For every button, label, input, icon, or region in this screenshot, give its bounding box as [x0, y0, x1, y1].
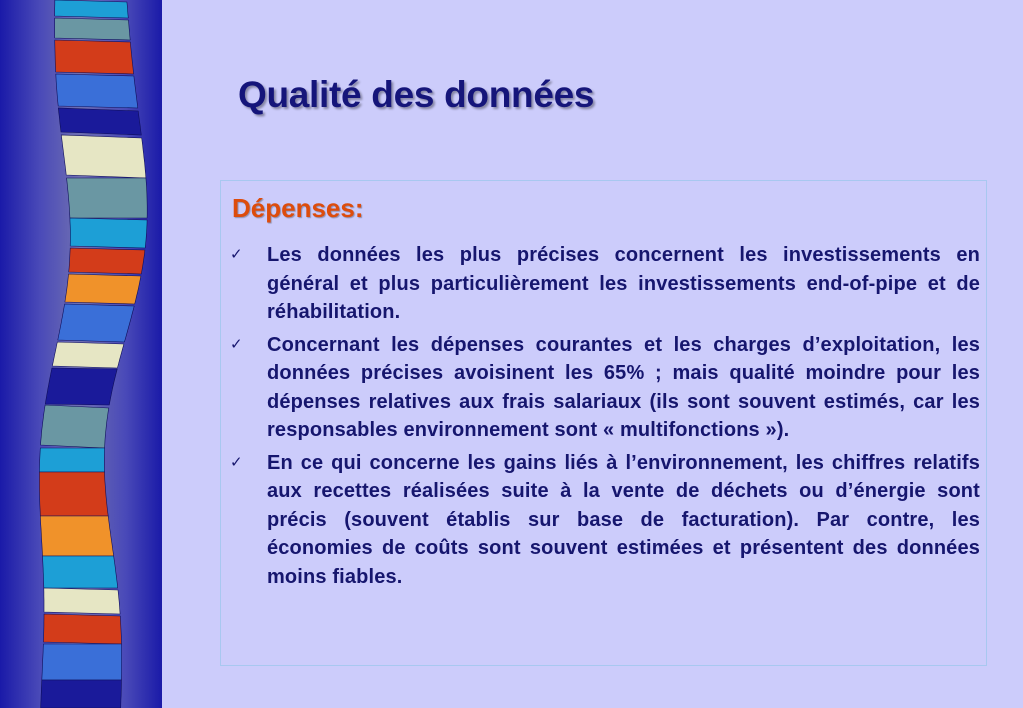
stripe-segment — [67, 178, 148, 218]
stripe-segment — [61, 135, 146, 178]
content-box — [220, 180, 987, 666]
stripe-column-graphic — [0, 0, 162, 708]
section-heading: Dépenses: — [232, 193, 364, 223]
bullet-text: Concernant les dépenses courantes et les charges d’exploitation, les données précises avoisinent les 65% ; mais qualité moindre pour les dépenses relatives aux frais salariaux (ils sont souvent estimés, car les responsables environnement sont « multifonctions »). — [267, 333, 980, 441]
checkmark-icon: ✓ — [230, 335, 243, 353]
slide-title: Qualité des données — [238, 74, 595, 115]
stripe-segment — [42, 644, 122, 680]
stripe-segment — [43, 614, 121, 644]
stripe-segment — [58, 108, 141, 135]
stripe-segment — [44, 588, 120, 614]
stripe-segment — [58, 304, 134, 342]
checkmark-icon: ✓ — [230, 453, 243, 471]
stripe-segment — [55, 40, 134, 74]
stripe-segment — [39, 448, 104, 472]
bullet-item — [230, 241, 980, 327]
stripe-segment — [52, 342, 124, 368]
bullet-item — [230, 331, 980, 445]
bullet-list — [230, 241, 980, 595]
bullet-text: Les données les plus précises concernent les investissements en général et plus particulièrement les investissements end-of-pipe et de réhabilitation. — [267, 244, 980, 323]
stripe-segment — [70, 218, 147, 248]
stripe-segment — [43, 556, 118, 588]
bullet-text: En ce qui concerne les gains liés à l’environnement, les chiffres relatifs aux recettes réalisées suite à la vente de déchets ou d’énergie sont précis (souvent établis sur base de facturation). Par contre, les économies de coûts sont souvent estimées et présentent des données moins fiables. — [267, 451, 980, 588]
stripe-segment — [40, 516, 113, 556]
stripe-segment — [69, 248, 145, 274]
stripe-segment — [45, 368, 117, 405]
stripe-segment — [65, 274, 141, 304]
checkmark-icon: ✓ — [230, 246, 243, 263]
stripe-segment — [41, 680, 122, 708]
stripe-segment — [41, 405, 109, 448]
decorative-stripe-sidebar — [0, 0, 162, 708]
stripe-segment — [39, 472, 108, 516]
stripe-segment — [55, 0, 129, 18]
stripe-segment — [55, 18, 131, 40]
stripe-segment — [56, 74, 138, 108]
bullet-item — [230, 449, 980, 592]
